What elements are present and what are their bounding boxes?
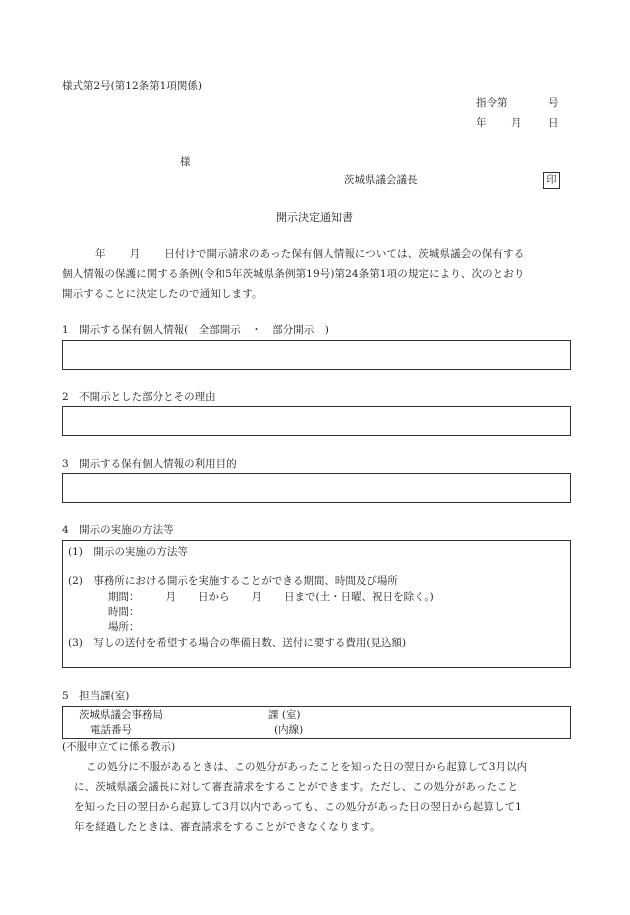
appeal-line1: この処分に不服があるときは、この処分があったことを知った日の翌日から起算して3月以内 xyxy=(86,761,528,773)
intro-line3: 開示することに決定したので通知します。 xyxy=(62,288,263,300)
date-month: 月 xyxy=(511,117,522,129)
date-day: 日 xyxy=(548,117,559,129)
period-label: 期間： xyxy=(108,591,140,603)
addressee-suffix: 様 xyxy=(180,156,191,168)
period-from-month: 月 xyxy=(165,591,176,603)
form-label: 様式第2号(第12条第1項関係) xyxy=(62,80,202,92)
appeal-line2: に、茨城県議会議長に対して審査請求をすることができます。ただし、この処分があったこと xyxy=(74,781,519,793)
method-item-2: (2) 事務所における開示を実施することができる期間、時間及び場所 xyxy=(68,575,398,587)
appeal-line3: を知った日の翌日から起算して3月以内であっても、この処分があった日の翌日から起算して1 xyxy=(74,801,522,813)
intro-year: 年 xyxy=(95,248,106,260)
section-4-heading: 4 開示の実施の方法等 xyxy=(62,524,174,536)
section-2-heading: 2 不開示とした部分とその理由 xyxy=(62,391,216,403)
seal-char: 印 xyxy=(546,175,557,186)
time-label: 時間： xyxy=(108,606,140,618)
page-title: 開示決定通知書 xyxy=(276,211,353,224)
section-5-heading: 5 担当課(室) xyxy=(62,690,130,702)
appeal-heading: (不服申立てに係る教示) xyxy=(62,741,176,753)
contact-section: 課 (室) xyxy=(268,709,301,721)
intro-rest: 日付けで開示請求のあった保有個人情報については、茨城県議会の保有する xyxy=(164,248,525,260)
section-3-box[interactable] xyxy=(62,473,571,503)
section-2-box[interactable] xyxy=(62,406,571,436)
ref-no-suffix: 号 xyxy=(548,97,559,109)
intro-line2: 個人情報の保護に関する条例(令和5年茨城県条例第19号)第24条第1項の規定により、次のとおり xyxy=(62,268,525,280)
method-item-3: (3) 写しの送付を希望する場合の準備日数、送付に要する費用(見込額) xyxy=(68,637,407,649)
contact-extension: (内線) xyxy=(274,724,304,736)
section-1-heading: 1 開示する保有個人情報( 全部開示 ・ 部分開示 ) xyxy=(62,324,329,336)
method-item-1: (1) 開示の実施の方法等 xyxy=(68,546,188,558)
period-from-day: 日から xyxy=(198,591,230,603)
period-row xyxy=(108,591,434,604)
seal-box xyxy=(543,172,560,189)
sender: 茨城県議会議長 xyxy=(344,174,418,186)
place-label: 場所： xyxy=(108,621,140,633)
section-3-heading: 3 開示する保有個人情報の利用目的 xyxy=(62,458,237,470)
ref-no-prefix: 指令第 xyxy=(476,97,508,109)
contact-phone-label: 電話番号 xyxy=(90,724,132,736)
period-to-month: 月 xyxy=(251,591,262,603)
contact-office: 茨城県議会事務局 xyxy=(79,709,163,721)
section-1-box[interactable] xyxy=(62,340,571,370)
date-year: 年 xyxy=(476,117,487,129)
appeal-line4: 年を経過したときは、審査請求をすることができなくなります。 xyxy=(74,821,381,833)
intro-month: 月 xyxy=(129,248,141,260)
intro-line1 xyxy=(95,248,524,261)
period-to-day: 日まで(土・日曜、祝日を除く。) xyxy=(284,591,434,603)
